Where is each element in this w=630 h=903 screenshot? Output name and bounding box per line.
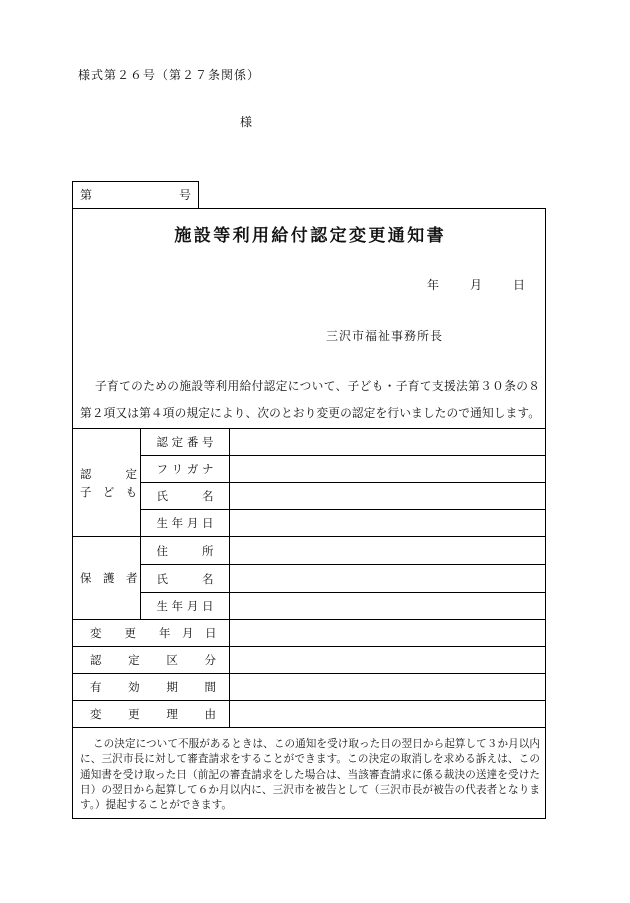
guardian-birthdate-value-cell <box>229 593 545 620</box>
certified-child-group-cell <box>73 429 140 537</box>
label-character <box>103 652 115 668</box>
label-character: 氏 <box>156 571 168 586</box>
label-character: 名 <box>201 571 214 586</box>
row-label-cell <box>140 537 229 565</box>
row-label-cell <box>140 565 229 593</box>
label-character: 定 <box>125 466 137 481</box>
change-reason-value-cell <box>229 701 545 728</box>
label-character: 区 <box>166 653 178 667</box>
label-character: リ <box>171 462 184 476</box>
label-character: ガ <box>186 462 199 476</box>
notice-line: 日）の翌日から起算して６か月以内に、三沢市を被告として（三沢市長が被告の代表者となりま <box>80 783 540 796</box>
certified-child-group-label <box>80 483 137 501</box>
label-character: 間 <box>204 680 216 694</box>
issue-date-line <box>427 277 525 293</box>
label-character: 理 <box>166 707 178 721</box>
label-character: フ <box>156 462 168 476</box>
label-character <box>154 706 166 722</box>
label-character <box>115 706 127 722</box>
label-character <box>172 571 184 587</box>
label-character <box>192 652 204 668</box>
notice-form-frame <box>72 208 546 819</box>
label-character <box>179 652 191 668</box>
change-reason-label <box>90 706 216 722</box>
label-character <box>92 569 104 587</box>
label-character <box>103 679 115 695</box>
label-character: 氏 <box>156 489 168 503</box>
certification-number-value-cell <box>229 429 545 456</box>
label-character <box>141 706 153 722</box>
row-label-cell <box>140 510 229 537</box>
label-character: 所 <box>201 543 214 558</box>
label-character: 年 <box>171 516 184 530</box>
body-line: 第２項又は第４項の規定により、次のとおり変更の認定を行いましたので通知します。 <box>80 406 540 420</box>
child-birthdate-label <box>157 515 214 531</box>
document-number-prefix: 第 <box>80 188 93 202</box>
change-date-label <box>90 625 216 641</box>
certification-category-label <box>90 652 216 668</box>
issuer-name: 三沢市福祉事務所長 <box>326 329 444 343</box>
row-label-cell <box>140 429 229 456</box>
label-character: 日 <box>201 599 214 613</box>
guardian-group-cell <box>73 537 140 620</box>
validity-period-label <box>90 679 216 695</box>
label-character <box>154 679 166 695</box>
guardian-name-value-cell <box>229 565 545 593</box>
notice-line: に、三沢市長に対して審査請求をすることができます。この決定の取消しを求める訴えは、この <box>80 753 540 766</box>
label-character <box>456 277 468 293</box>
table-row <box>73 429 545 456</box>
table-row <box>73 483 545 510</box>
validity-period-value-cell <box>229 674 545 701</box>
table-row <box>73 537 545 565</box>
table-row <box>73 593 545 620</box>
label-character: 効 <box>128 680 140 694</box>
label-character: ナ <box>201 462 214 476</box>
child-name-value-cell <box>229 483 545 510</box>
label-character: 認 <box>156 435 168 449</box>
change-date-value-cell <box>229 620 545 647</box>
guardian-address-value-cell <box>229 537 545 565</box>
label-character: 子 <box>80 484 92 499</box>
label-character: 生 <box>156 599 168 613</box>
label-character: 月 <box>469 278 482 292</box>
label-character: 由 <box>204 707 216 721</box>
row-label-cell <box>140 456 229 483</box>
label-character: 認 <box>80 466 92 481</box>
table-row <box>73 620 545 647</box>
label-character: 号 <box>201 435 214 449</box>
label-character: 年 <box>171 599 184 613</box>
label-character <box>115 652 127 668</box>
label-character <box>179 679 191 695</box>
label-character: 月 <box>182 626 194 640</box>
label-character: も <box>125 484 137 499</box>
label-character: 護 <box>103 571 115 585</box>
label-character <box>172 543 184 559</box>
label-character: ど <box>102 484 115 499</box>
label-character: 番 <box>186 435 199 449</box>
label-character: 更 <box>124 626 136 640</box>
label-character <box>441 277 453 293</box>
table-row <box>73 510 545 537</box>
certification-number-label <box>157 434 214 450</box>
row-label-cell <box>73 701 229 728</box>
label-character <box>179 706 191 722</box>
label-character: 期 <box>166 680 178 694</box>
label-character: 更 <box>128 707 140 721</box>
label-character: 定 <box>171 435 184 449</box>
notice-line: す。）提起することができます。 <box>80 799 232 811</box>
notice-line: 通知書を受け取った日（前記の審査請求をした場合は、当該審査請求に係る裁決の送達を受けた <box>80 768 540 781</box>
appeal-notice <box>80 737 540 813</box>
label-character <box>194 625 206 641</box>
label-character <box>192 706 204 722</box>
row-label-cell <box>140 593 229 620</box>
table-row <box>73 674 545 701</box>
document-title: 施設等利用給付認定変更通知書 <box>174 226 446 246</box>
addressee-honorific: 様 <box>240 115 253 129</box>
guardian-address-label <box>157 543 214 559</box>
table-row <box>73 701 545 728</box>
label-character <box>187 543 199 559</box>
label-character: 生 <box>156 516 168 530</box>
label-character: 月 <box>186 516 199 530</box>
guardian-birthdate-label <box>157 598 214 614</box>
form-number-heading: 様式第２６号（第２７条関係） <box>78 68 261 82</box>
label-character <box>187 571 199 587</box>
label-character <box>95 465 107 483</box>
guardian-name-label <box>157 571 214 587</box>
notice-line: この決定について不服があるときは、この通知を受け取った日の翌日から起算して３か月以内 <box>93 738 540 750</box>
label-character <box>484 277 496 293</box>
document-number-box <box>72 181 199 209</box>
row-label-cell <box>73 620 229 647</box>
label-character: 日 <box>512 278 525 292</box>
label-character: 住 <box>156 543 168 558</box>
label-character: 保 <box>80 571 92 585</box>
child-birthdate-value-cell <box>229 510 545 537</box>
label-character: 日 <box>205 626 217 640</box>
certification-change-table <box>73 428 545 728</box>
label-character <box>113 625 125 641</box>
certified-child-group-label <box>80 465 137 483</box>
label-character <box>171 625 183 641</box>
label-character: 変 <box>90 707 102 721</box>
label-character: 分 <box>204 653 216 667</box>
body-paragraph <box>80 373 540 427</box>
label-character <box>154 652 166 668</box>
label-character <box>103 706 115 722</box>
label-character: 月 <box>186 599 199 613</box>
label-character: 変 <box>90 626 102 640</box>
label-character: 年 <box>159 626 171 640</box>
certification-category-value-cell <box>229 647 545 674</box>
row-label-cell <box>140 483 229 510</box>
table-row <box>73 647 545 674</box>
label-character <box>141 679 153 695</box>
row-label-cell <box>73 674 229 701</box>
label-character: 定 <box>128 653 140 667</box>
label-character <box>187 488 199 504</box>
guardian-group-label <box>80 569 137 587</box>
label-character: 有 <box>90 680 102 694</box>
document-number-suffix: 号 <box>178 188 191 202</box>
label-character: 年 <box>427 278 440 292</box>
label-character <box>192 679 204 695</box>
label-character <box>136 625 148 641</box>
label-character <box>499 277 511 293</box>
label-character <box>148 625 160 641</box>
label-character <box>115 679 127 695</box>
label-character: 名 <box>201 489 214 503</box>
child-furigana-label <box>157 461 214 477</box>
child-furigana-value-cell <box>229 456 545 483</box>
label-character <box>172 488 184 504</box>
table-row <box>73 456 545 483</box>
label-character <box>141 652 153 668</box>
table-row <box>73 565 545 593</box>
label-character: 者 <box>126 571 138 585</box>
label-character <box>115 569 127 587</box>
label-character: 認 <box>90 653 102 667</box>
child-name-label <box>157 488 214 504</box>
label-character <box>110 465 122 483</box>
label-character: 日 <box>201 516 214 530</box>
row-label-cell <box>73 647 229 674</box>
label-character <box>102 625 114 641</box>
body-line: 子育てのための施設等利用給付認定について、子ども・子育て支援法第３０条の８ <box>95 379 540 393</box>
